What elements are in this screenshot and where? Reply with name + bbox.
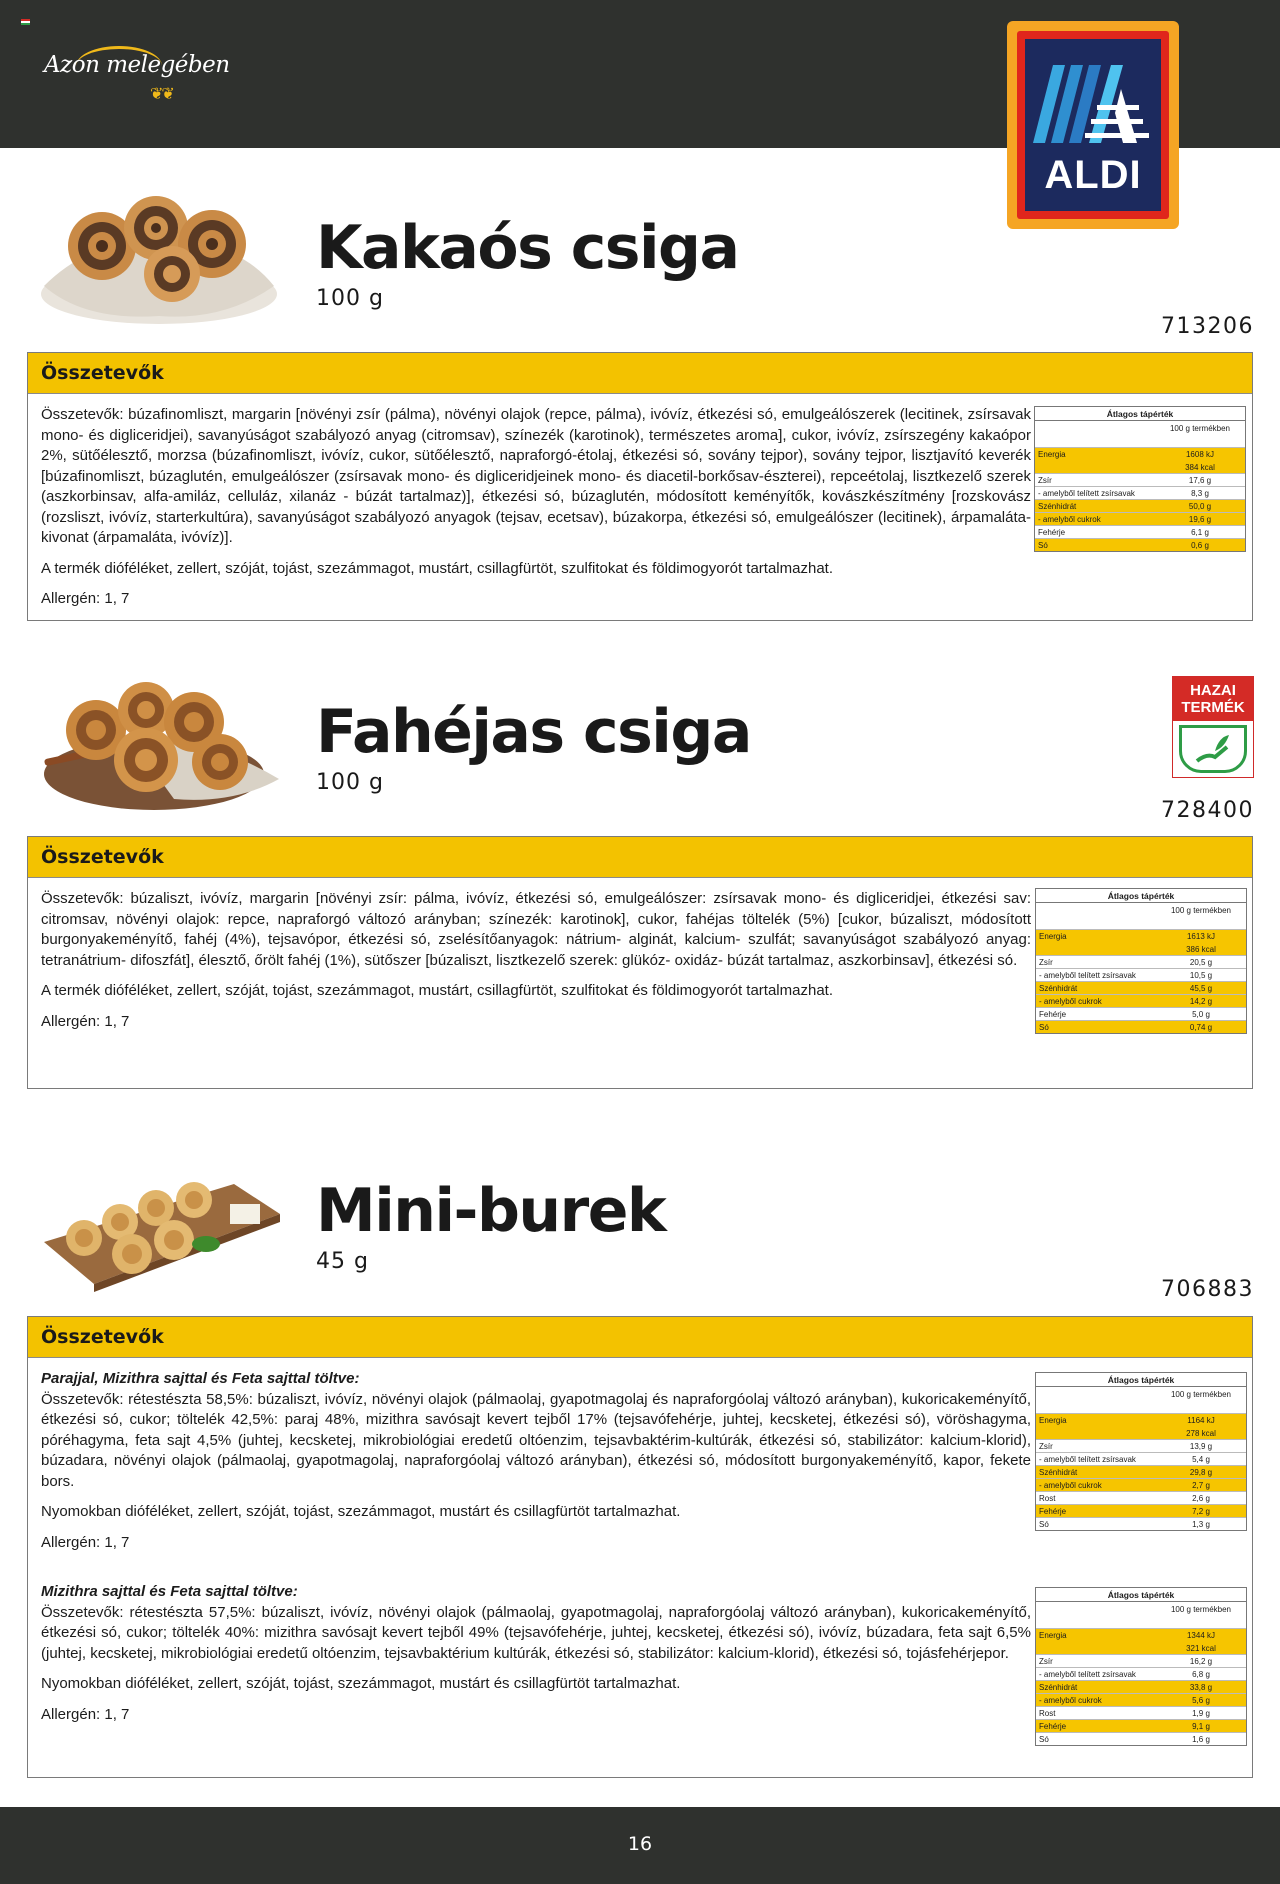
nutrition-row-energy: Energia 1344 kJ 321 kcal (1036, 1628, 1246, 1654)
nutrition-unit: 100 g termékben (1170, 1390, 1232, 1399)
product-weight: 100 g (316, 770, 384, 795)
nutrition-row-protein: Fehérje 9,1 g (1036, 1719, 1246, 1732)
ingredients-heading: Összetevők (41, 362, 164, 384)
product-title: Mini-burek (316, 1176, 666, 1246)
aldi-stripes-icon (1025, 39, 1161, 149)
nutrition-row-protein: Fehérje 6,1 g (1035, 525, 1245, 538)
nutrition-row-protein: Fehérje 7,2 g (1036, 1504, 1246, 1517)
aldi-logo (1007, 21, 1179, 229)
nutrition-row-energy: Energia 1608 kJ 384 kcal (1035, 447, 1245, 473)
may-contain-text: Nyomokban dióféléket, zellert, szóját, tojást, szezámmagot, mustárt és csillagfürtöt tartalmazhat. (41, 1675, 681, 1692)
nutrition-row-fat: Zsír 16,2 g (1036, 1654, 1246, 1667)
nutrition-row-protein: Fehérje 5,0 g (1036, 1007, 1246, 1020)
variant-cheese (41, 1582, 1031, 1735)
allergen-text: Allergén: 1, 7 (41, 590, 130, 607)
ingredients-heading: Összetevők (41, 1326, 164, 1348)
nutrition-row-carbs: Szénhidrát 29,8 g (1036, 1465, 1246, 1478)
nutrition-title: Átlagos tápérték (1035, 407, 1245, 421)
may-contain-text: Nyomokban dióféléket, zellert, szóját, tojást, szezámmagot, mustárt és csillagfürtöt tartalmazhat. (41, 1503, 681, 1520)
nutrition-row-sugars: - amelyből cukrok 5,6 g (1036, 1693, 1246, 1706)
page-footer (0, 1807, 1280, 1884)
hazai-termek-badge: HAZAI TERMÉK (1172, 676, 1254, 778)
allergen-text: Allergén: 1, 7 (41, 1012, 130, 1030)
nutrition-row-fibre: Rost 1,9 g (1036, 1706, 1246, 1719)
nutrition-row-fat: Zsír 13,9 g (1036, 1439, 1246, 1452)
product-code: 713206 (1161, 314, 1254, 339)
hungarian-flag-icon (21, 19, 30, 25)
nutrition-row-salt: Só 0,6 g (1035, 538, 1245, 551)
nutrition-row-carbs: Szénhidrát 45,5 g (1036, 981, 1246, 994)
ingredients-text: Összetevők: búzafinomliszt, margarin [növényi zsír (pálma), növényi olajok (repce, pálma), ivóvíz, étkezési só, emulgeálószerek (lecitinek, zsírsavak mono- és digliceridjei), savanyúságot szabályozó anyag (citromsav), színezék (karotinok), természetes aroma], cukor, ivóvíz, zsírszegény kakaópor 2%, sütőélesztő, morzsa (búzafinomliszt, ivóvíz, cukor, sütőélesztő, napraforgó-étolaj, étkezési só, sovány tejpor), sovány tejpor, lisztjavító keverék [búzafinomliszt, búzaglutén, emulgeálószer (zsírsavak mono- és digliceridjeinek mono- és diacetil-borkősav-észterei), repceétolaj, lisztkezelő szerek (aszkorbinsav, alfa-amiláz, celluláz, xilanáz - búzát tartalmaz)], étkezési só, búzaglutén, módosított keményítők, kovászkészítmény [rozskovász (rozsliszt, ivóvíz, starterkultúra), savanyúságot szabályozó anyagok (tejsav, ecetsav), búzakorpa, étkezési só, emulgeálószer (lecitinek), árpamaláta-kivonat (árpamaláta, ivóvíz)]. (41, 406, 1031, 546)
product-weight: 45 g (316, 1249, 369, 1274)
nutrition-row-saturated: - amelyből telített zsírsavak 5,4 g (1036, 1452, 1246, 1465)
nutrition-title: Átlagos tápérték (1036, 889, 1246, 903)
nutrition-row-carbs: Szénhidrát 33,8 g (1036, 1680, 1246, 1693)
nutrition-unit: 100 g termékben (1170, 1605, 1232, 1614)
variant-spinach (41, 1369, 1031, 1563)
product-code: 728400 (1161, 798, 1254, 823)
nutrition-row-fat: Zsír 20,5 g (1036, 955, 1246, 968)
allergen-text: Allergén: 1, 7 (41, 1705, 130, 1723)
aldi-wordmark: ALDI (1044, 153, 1142, 197)
product-photo (34, 176, 284, 326)
nutrition-title: Átlagos tápérték (1036, 1588, 1246, 1602)
allergen-text: Allergén: 1, 7 (41, 1533, 130, 1551)
ingredients-text: Összetevők: búzaliszt, ivóvíz, margarin [növényi zsír: pálma, ivóvíz, étkezési só, emulgeálószer: zsírsavak mono- és digliceridjei, étkezési sav: citromsav, növényi olajok: repce, napraforgó változó arányban; színezék: karotinok], cukor, fahéjas töltelék (5%) [cukor, búzaliszt, módosított burgonyakeményítő, fahéj (4%), tejsavópor, étkezési só, zselésítőanyagok: nátrium- alginát, kalcium- szulfát; savanyúságot szabályozó anyag: tetranátrium- difoszfát], élesztő, őrölt fahéj (1%), sütőszer [búzaliszt, lisztkezelő szerek: glükóz- oxidáz- búzát tartalmaz, aszkorbinsav], étkezési só. (41, 890, 1031, 969)
nutrition-row-saturated: - amelyből telített zsírsavak 6,8 g (1036, 1667, 1246, 1680)
ingredients-box (27, 836, 1253, 1089)
nutrition-row-salt: Só 1,6 g (1036, 1732, 1246, 1745)
nutrition-row-sugars: - amelyből cukrok 2,7 g (1036, 1478, 1246, 1491)
variant-subtitle: Parajjal, Mizithra sajttal és Feta sajttal töltve: (41, 1370, 360, 1387)
ingredients-text: Összetevők: rétestészta 58,5%: búzaliszt, ivóvíz, növényi olajok (pálmaolaj, gyapotmagolaj és napraforgóolaj változó arányban), kukoricakeményítő, étkezési só, cukor; töltelék 42,5%: paraj 48%, mizithra savósajt kevert tejből 17% (tejsavófehérje, juhtej, kecsketej, étkezési só), vöröshagyma, póréhagyma, feta sajt 4,5% (juhtej, kecsketej, mikrobiológiai eredetű oltóenzim, tejsavbaktérim-kultúrák, étkezési só, stabilizátor: kalcium-klorid), búzadara, növényi olajok (pálmaolaj, gyapotmagolaj, napraforgóolaj változó arányban), étkezési só, módosított burgonyakeményítő, kapor, fekete bors. (41, 1390, 1031, 1490)
product-title: Kakaós csiga (316, 213, 739, 283)
nutrition-row-saturated: - amelyből telített zsírsavak 10,5 g (1036, 968, 1246, 981)
product-title: Fahéjas csiga (316, 697, 751, 767)
nutrition-row-sugars: - amelyből cukrok 19,6 g (1035, 512, 1245, 525)
nutrition-row-energy: Energia 1164 kJ 278 kcal (1036, 1413, 1246, 1439)
variant-subtitle: Mizithra sajttal és Feta sajttal töltve: (41, 1583, 298, 1600)
product-photo (34, 1144, 284, 1294)
nutrition-row-salt: Só 1,3 g (1036, 1517, 1246, 1530)
nutrition-unit: 100 g termékben (1170, 906, 1232, 915)
nutrition-row-salt: Só 0,74 g (1036, 1020, 1246, 1033)
nutrition-unit: 100 g termékben (1169, 424, 1231, 433)
nutrition-row-fat: Zsír 17,6 g (1035, 473, 1245, 486)
nutrition-row-sugars: - amelyből cukrok 14,2 g (1036, 994, 1246, 1007)
brand-logo: Azon melegében (44, 52, 230, 78)
nutrition-table (1035, 888, 1247, 1034)
wheat-icon: ❦❦ (150, 84, 173, 103)
nutrition-row-saturated: - amelyből telített zsírsavak 8,3 g (1035, 486, 1245, 499)
product-photo (34, 664, 284, 814)
hand-plant-icon (1193, 731, 1233, 767)
ingredients-box (27, 352, 1253, 621)
nutrition-row-carbs: Szénhidrát 50,0 g (1035, 499, 1245, 512)
nutrition-table (1035, 1587, 1247, 1746)
ingredients-box (27, 1316, 1253, 1778)
nutrition-row-fibre: Rost 2,6 g (1036, 1491, 1246, 1504)
nutrition-table (1035, 1372, 1247, 1531)
ingredients-heading: Összetevők (41, 846, 164, 868)
nutrition-table (1034, 406, 1246, 552)
page-number: 16 (627, 1833, 653, 1855)
nutrition-row-energy: Energia 1613 kJ 386 kcal (1036, 929, 1246, 955)
product-weight: 100 g (316, 286, 384, 311)
nutrition-title: Átlagos tápérték (1036, 1373, 1246, 1387)
ingredients-text: Összetevők: rétestészta 57,5%: búzaliszt, ivóvíz, növényi olajok (pálmaolaj, gyapotmagolaj, napraforgóolaj változó arányban), kukoricakeményítő, étkezési só, cukor; töltelék 40%: mizithra savósajt kevert tejből 49% (tejsavófehérje, juhtej, kecsketej, étkezési só), ivóvíz, búzadara, feta sajt 6,5% (juhtej, kecsketej, mikrobiológiai eredetű oltóenzim, tejsavbaktérium kultúrák, étkezési só, stabilizátor: kalcium-klorid), étkezési só, tojásfehérjepor. (41, 1603, 1031, 1662)
may-contain-text: A termék dióféléket, zellert, szóját, tojást, szezámmagot, mustárt, csillagfürtöt, szulfitokat és földimogyorót tartalmazhat. (41, 982, 833, 999)
may-contain-text: A termék dióféléket, zellert, szóját, tojást, szezámmagot, mustárt, csillagfürtöt, szulfitokat és földimogyorót tartalmazhat. (41, 559, 833, 577)
product-code: 706883 (1161, 1277, 1254, 1302)
